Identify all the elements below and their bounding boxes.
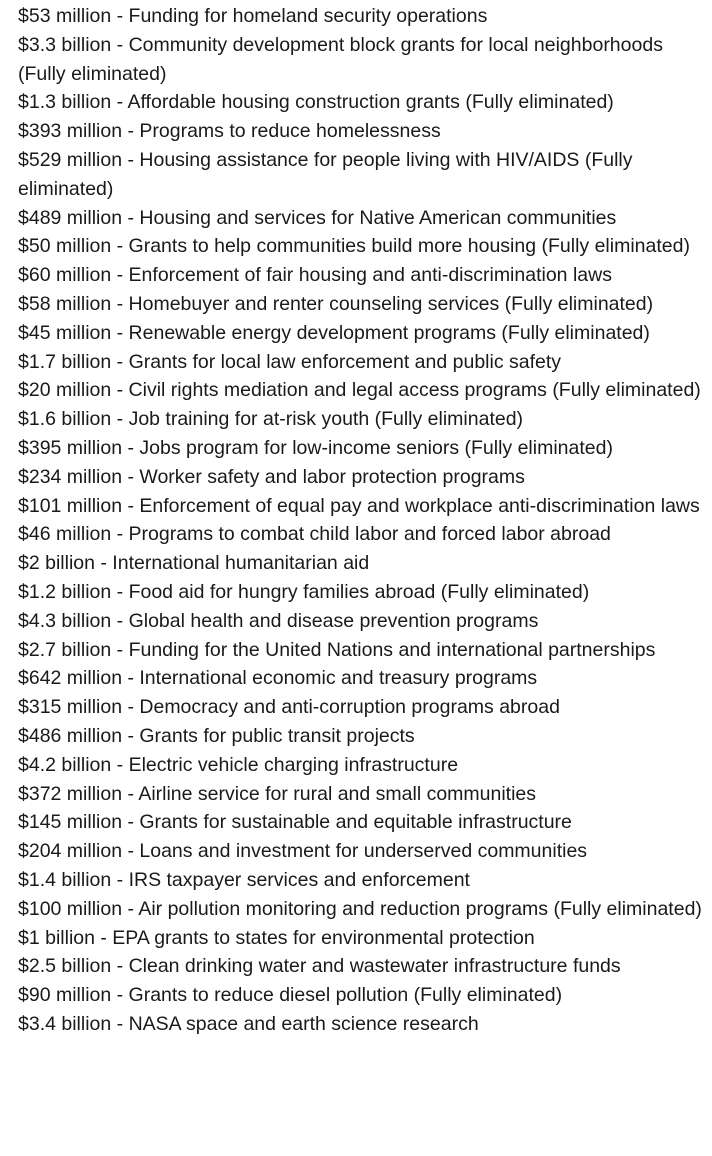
list-item: $393 million - Programs to reduce homelessness bbox=[18, 120, 441, 143]
list-item: $372 million - Airline service for rural and small communities bbox=[18, 782, 537, 805]
list-item: $1.6 billion - Job training for at-risk youth (Fully eliminated) bbox=[18, 408, 524, 431]
list-item: $45 million - Renewable energy development programs (Fully eliminated) bbox=[18, 321, 650, 344]
list-item: $60 million - Enforcement of fair housing and anti-discrimination laws bbox=[18, 264, 612, 287]
list-item: $489 million - Housing and services for Native American communities bbox=[18, 206, 617, 229]
list-item: $58 million - Homebuyer and renter counseling services (Fully eliminated) bbox=[18, 292, 654, 315]
list-item: $315 million - Democracy and anti-corruption programs abroad bbox=[18, 696, 560, 719]
list-item: $1.3 billion - Affordable housing construction grants (Fully eliminated) bbox=[18, 91, 614, 114]
list-item: $90 million - Grants to reduce diesel pollution (Fully eliminated) bbox=[18, 984, 563, 1007]
list-item: $1.7 billion - Grants for local law enforcement and public safety bbox=[18, 350, 562, 373]
list-item: $1.4 billion - IRS taxpayer services and enforcement bbox=[18, 868, 470, 891]
list-item: $529 million - Housing assistance for people living with HIV/AIDS (Fully eliminated) bbox=[18, 148, 633, 200]
list-item: $4.3 billion - Global health and disease prevention programs bbox=[18, 609, 539, 632]
list-item: $3.4 billion - NASA space and earth science research bbox=[18, 1012, 479, 1035]
list-item: $395 million - Jobs program for low-income seniors (Fully eliminated) bbox=[18, 436, 613, 459]
list-item: $642 million - International economic and treasury programs bbox=[18, 667, 538, 690]
list-item: $234 million - Worker safety and labor protection programs bbox=[18, 465, 525, 488]
list-item: $100 million - Air pollution monitoring and reduction programs (Fully eliminated) bbox=[18, 897, 702, 920]
list-item: $46 million - Programs to combat child labor and forced labor abroad bbox=[18, 523, 611, 546]
list-item: $20 million - Civil rights mediation and legal access programs (Fully eliminated) bbox=[18, 379, 701, 402]
list-item: $1.2 billion - Food aid for hungry families abroad (Fully eliminated) bbox=[18, 580, 590, 603]
list-item: $50 million - Grants to help communities build more housing (Fully eliminated) bbox=[18, 235, 690, 258]
list-item: $4.2 billion - Electric vehicle charging infrastructure bbox=[18, 753, 459, 776]
list-item: $2 billion - International humanitarian aid bbox=[18, 552, 370, 575]
list-item: $101 million - Enforcement of equal pay and workplace anti-discrimination laws bbox=[18, 494, 700, 517]
list-item: $486 million - Grants for public transit projects bbox=[18, 724, 415, 747]
list-item: $2.7 billion - Funding for the United Nations and international partnerships bbox=[18, 638, 656, 661]
list-item: $145 million - Grants for sustainable and equitable infrastructure bbox=[18, 811, 572, 834]
list-item: $204 million - Loans and investment for underserved communities bbox=[18, 840, 588, 863]
list-item: $2.5 billion - Clean drinking water and wastewater infrastructure funds bbox=[18, 955, 621, 978]
list-item: $1 billion - EPA grants to states for environmental protection bbox=[18, 926, 535, 949]
list-item: $53 million - Funding for homeland security operations bbox=[18, 5, 488, 27]
list-item: $3.3 billion - Community development block grants for local neighborhoods (Fully eliminated) bbox=[18, 33, 663, 85]
